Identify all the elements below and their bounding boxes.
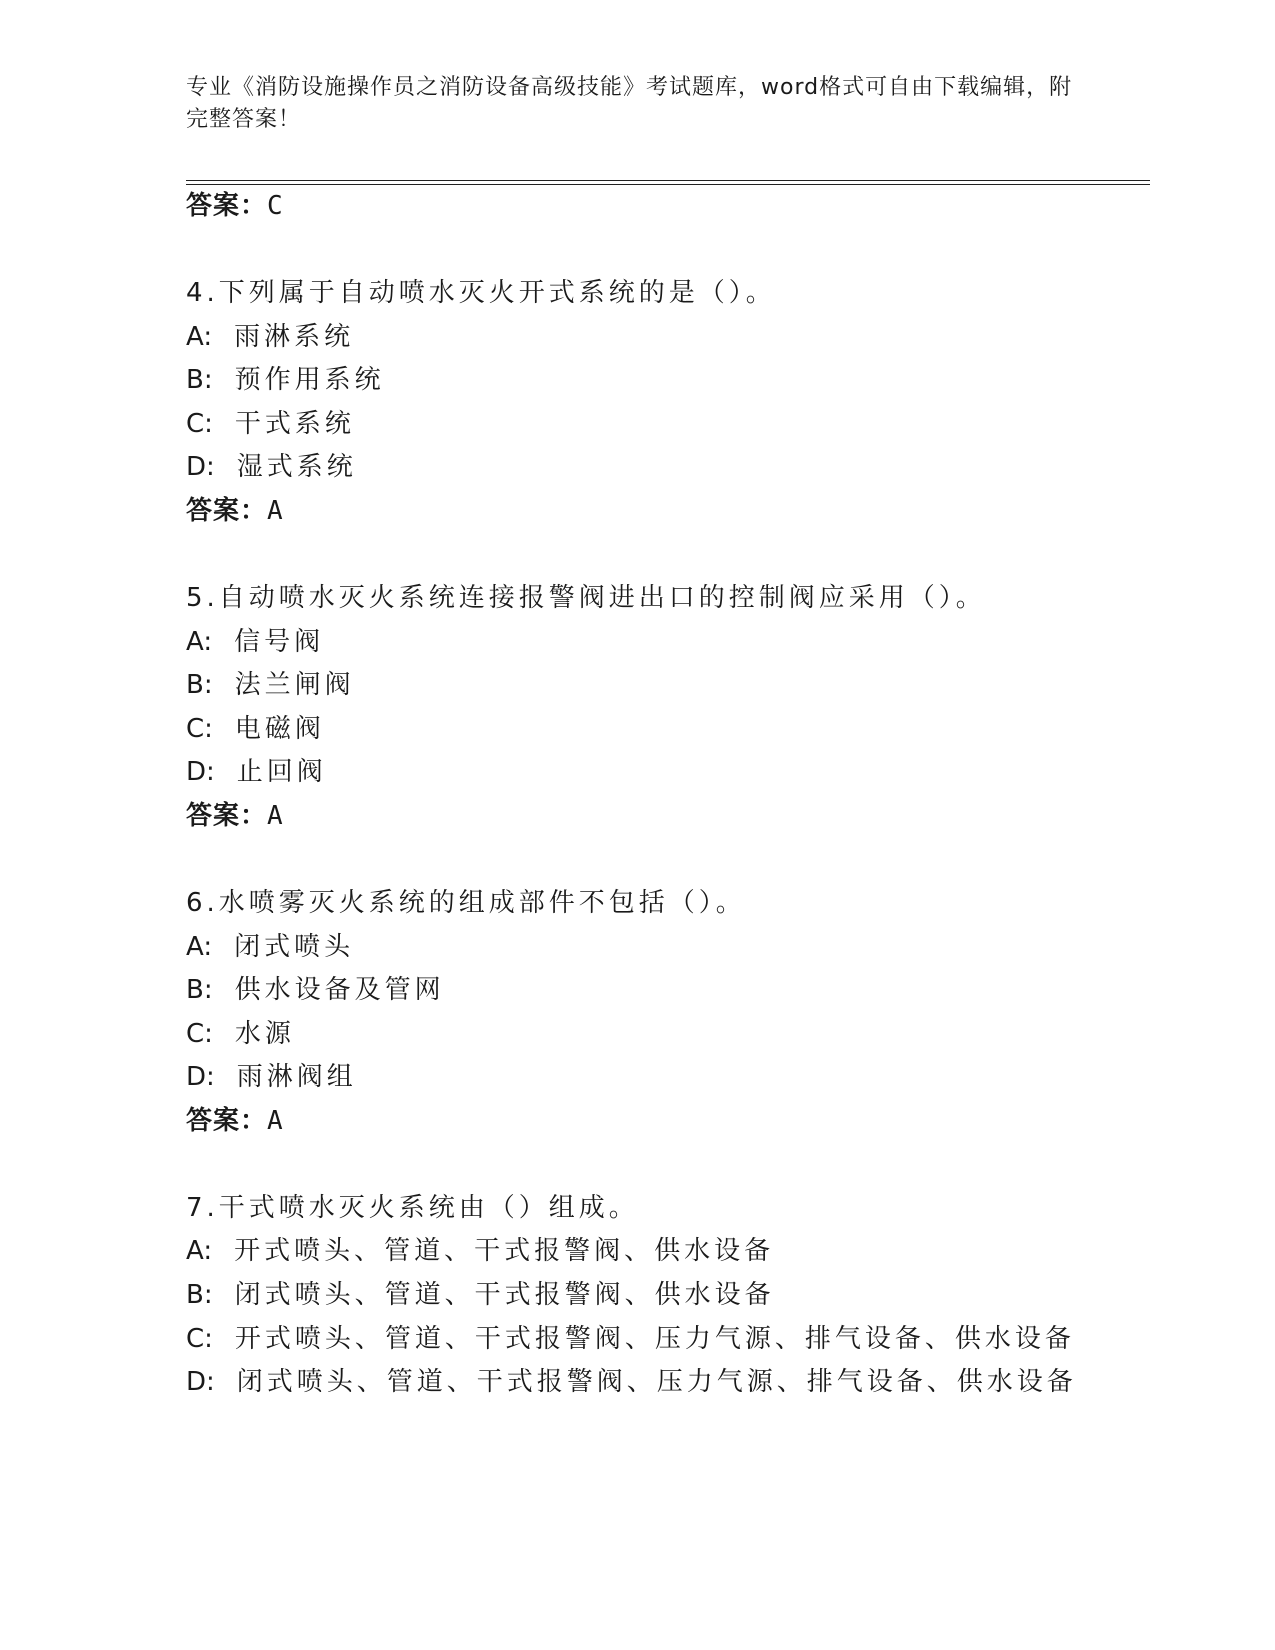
option-a (186, 321, 354, 353)
question-stem: 6.水喷雾灭火系统的组成部件不包括（）。 (186, 888, 746, 918)
option-key: D: (186, 757, 215, 787)
option-b (186, 974, 445, 1006)
option-text: 雨淋阀组 (236, 1062, 357, 1092)
option-text: 电磁阀 (234, 714, 325, 744)
option-key: B: (186, 670, 213, 700)
option-text: 水源 (234, 1019, 295, 1049)
option-text: 闭式喷头、管道、干式报警阀、压力气源、排气设备、供水设备 (236, 1367, 1077, 1397)
option-c (186, 1323, 1075, 1355)
option-text: 闭式喷头 (234, 932, 355, 962)
document-header: 专业《消防设施操作员之消防设备高级技能》考试题库，word格式可自由下载编辑，附完整答案！ (186, 75, 1073, 132)
answer-value: A (267, 1106, 284, 1136)
option-key: D: (186, 1367, 215, 1397)
option-b (186, 1279, 775, 1311)
option-key: B: (186, 975, 213, 1005)
option-text: 开式喷头、管道、干式报警阀、压力气源、排气设备、供水设备 (234, 1324, 1075, 1354)
option-key: D: (186, 1062, 215, 1092)
option-c (186, 1018, 295, 1050)
option-a (186, 626, 324, 658)
option-key: C: (186, 1019, 213, 1049)
option-key: B: (186, 1280, 213, 1310)
option-d (186, 1061, 357, 1093)
option-key: C: (186, 1324, 213, 1354)
answer-prefix: 答案： (186, 191, 268, 221)
option-key: A: (186, 932, 213, 962)
answer-line (186, 800, 284, 832)
answer-value: A (267, 496, 284, 526)
option-d (186, 1366, 1077, 1398)
answer-prefix: 答案： (186, 1106, 268, 1136)
option-d (186, 451, 357, 483)
option-key: A: (186, 322, 213, 352)
question-stem: 4.下列属于自动喷水灭火开式系统的是（）。 (186, 278, 776, 308)
header-divider-top (186, 180, 1150, 181)
answer-value: C (267, 191, 284, 221)
answer-prefix: 答案： (186, 496, 268, 526)
answer-line (186, 495, 284, 527)
option-text: 预作用系统 (234, 365, 385, 395)
option-d (186, 756, 327, 788)
option-text: 闭式喷头、管道、干式报警阀、供水设备 (234, 1280, 775, 1310)
question-stem: 7.干式喷水灭火系统由（）组成。 (186, 1193, 639, 1223)
option-b (186, 364, 385, 396)
option-key: C: (186, 714, 213, 744)
option-text: 雨淋系统 (234, 322, 355, 352)
option-a (186, 931, 354, 963)
answer-value: A (267, 801, 284, 831)
option-text: 湿式系统 (236, 452, 357, 482)
answer-prefix: 答案： (186, 801, 268, 831)
option-b (186, 669, 355, 701)
option-c (186, 408, 355, 440)
option-key: B: (186, 365, 213, 395)
option-text: 止回阀 (236, 757, 327, 787)
option-key: A: (186, 627, 213, 657)
option-key: A: (186, 1236, 213, 1266)
answer-line (186, 1105, 284, 1137)
option-key: C: (186, 409, 213, 439)
option-c (186, 713, 325, 745)
option-key: D: (186, 452, 215, 482)
option-text: 开式喷头、管道、干式报警阀、供水设备 (234, 1236, 775, 1266)
option-text: 法兰闸阀 (234, 670, 355, 700)
answer-line (186, 190, 284, 222)
option-text: 信号阀 (234, 627, 325, 657)
option-text: 供水设备及管网 (234, 975, 445, 1005)
question-stem: 5.自动喷水灭火系统连接报警阀进出口的控制阀应采用（）。 (186, 583, 986, 613)
option-a (186, 1235, 774, 1267)
option-text: 干式系统 (234, 409, 355, 439)
header-divider-bottom (186, 184, 1150, 185)
